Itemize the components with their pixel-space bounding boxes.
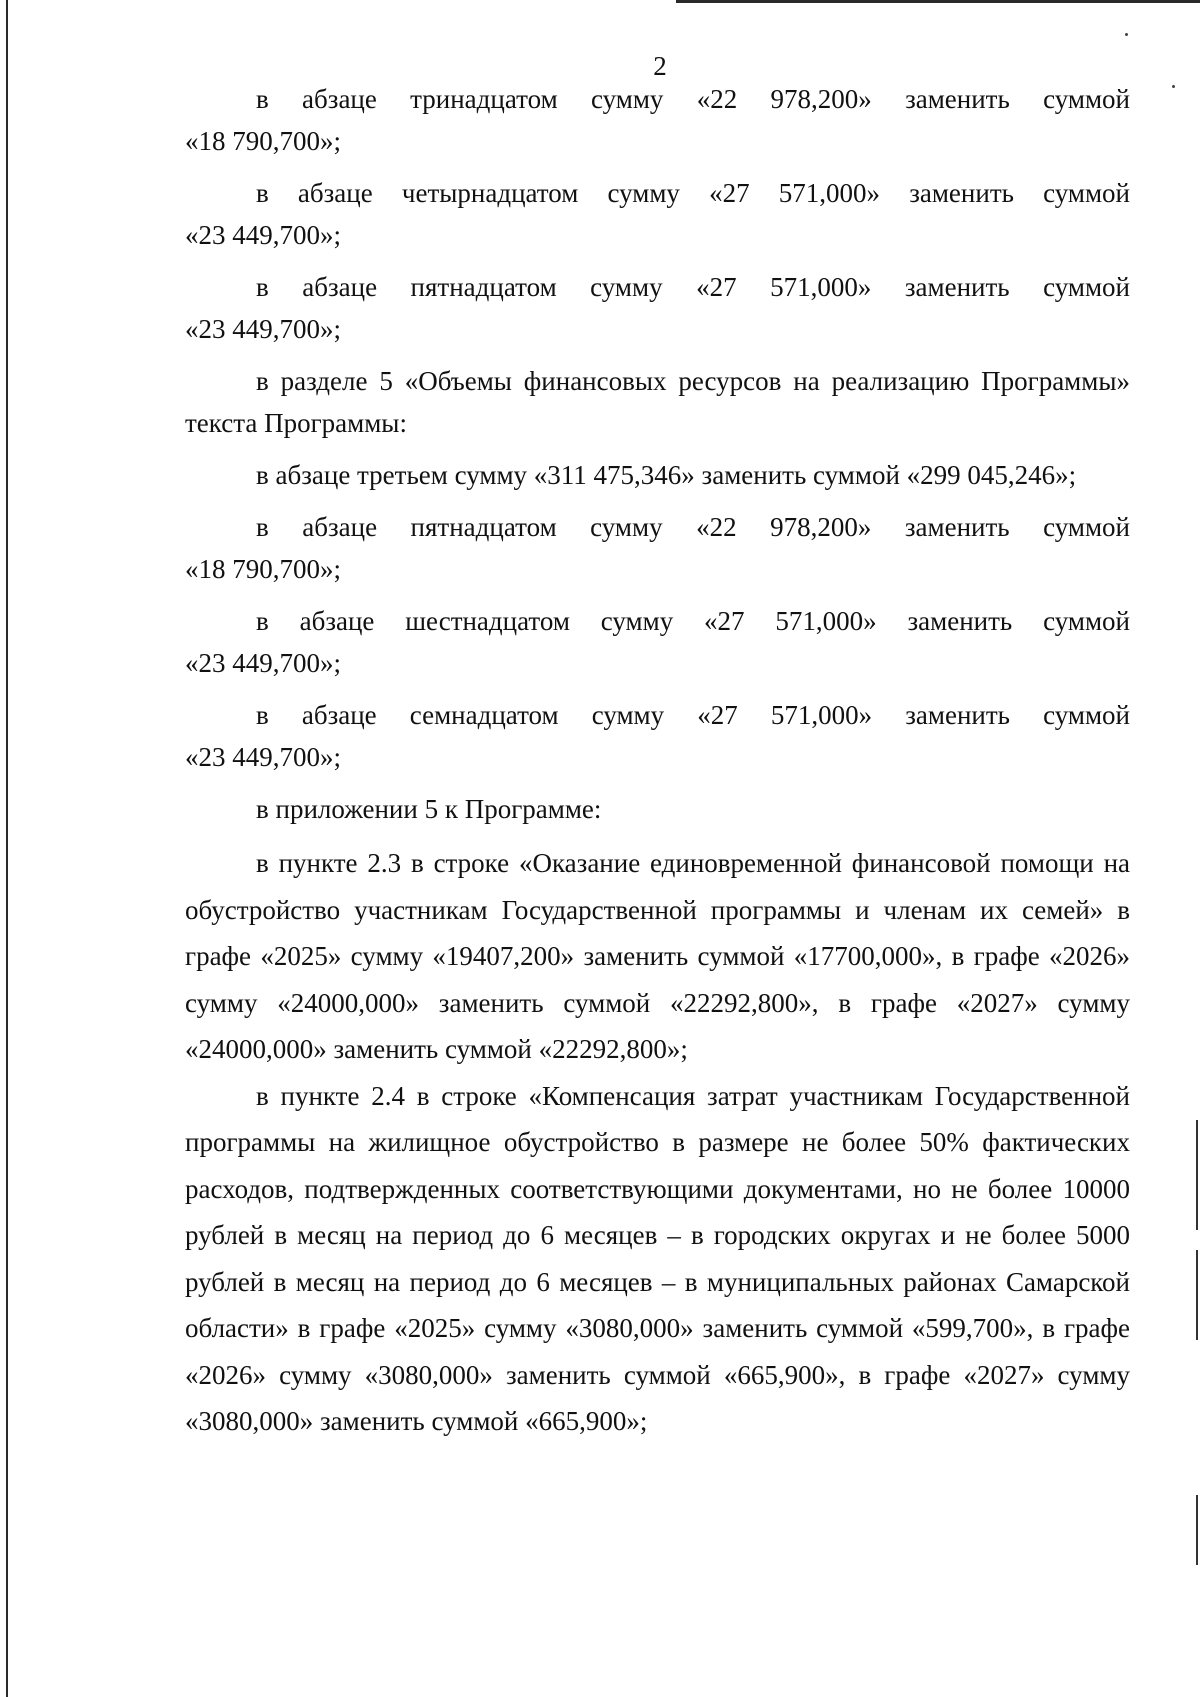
paragraph: в приложении 5 к Программе: xyxy=(256,794,602,824)
paragraph xyxy=(185,266,1130,350)
scan-right-mark xyxy=(1196,1495,1198,1565)
paragraph xyxy=(185,694,1130,778)
page-number: 2 xyxy=(653,51,667,81)
paragraph xyxy=(185,506,1130,590)
paragraph-continuation: текста Программы: xyxy=(185,408,407,438)
paragraph-first-line: в абзаце четырнадцатом сумму «27 571,000» заменить суммой xyxy=(256,178,1130,208)
paragraph: в пункте 2.3 в строке «Оказание единовременной финансовой помощи на обустройство участникам Государственной программы и членам их семей» в графе «2025» сумму «19407,200» заменить суммой «17700,000», в графе «2026» сумму «24000,000» заменить суммой «22292,800», в графе «2027» сумму «24000,000» заменить суммой «22292,800»; xyxy=(185,848,1130,1064)
scan-speck xyxy=(1172,85,1175,88)
paragraph-first-line: в разделе 5 «Объемы финансовых ресурсов на реализацию Программы» xyxy=(256,366,1130,396)
paragraph: в абзаце третьем сумму «311 475,346» заменить суммой «299 045,246»; xyxy=(256,460,1077,490)
scan-speck xyxy=(1125,33,1128,36)
paragraph-continuation: «23 449,700»; xyxy=(185,648,342,678)
paragraph xyxy=(185,600,1130,684)
paragraph-continuation: «23 449,700»; xyxy=(185,314,342,344)
paragraph-first-line: в абзаце тринадцатом сумму «22 978,200» заменить суммой xyxy=(256,84,1130,114)
document-body xyxy=(185,78,1130,1445)
scan-right-mark xyxy=(1196,1250,1198,1340)
scan-top-edge xyxy=(676,0,1200,3)
paragraph xyxy=(185,172,1130,256)
paragraph-first-line: в абзаце пятнадцатом сумму «22 978,200» заменить суммой xyxy=(256,512,1130,542)
paragraph xyxy=(185,360,1130,444)
paragraph xyxy=(185,78,1130,162)
scan-left-edge xyxy=(6,0,8,1697)
paragraph-continuation: «18 790,700»; xyxy=(185,126,342,156)
paragraph-first-line: в абзаце шестнадцатом сумму «27 571,000» заменить суммой xyxy=(256,606,1130,636)
paragraph-first-line: в абзаце пятнадцатом сумму «27 571,000» заменить суммой xyxy=(256,272,1130,302)
paragraph-continuation: «18 790,700»; xyxy=(185,554,342,584)
paragraph-first-line: в абзаце семнадцатом сумму «27 571,000» заменить суммой xyxy=(256,700,1130,730)
paragraph: в пункте 2.4 в строке «Компенсация затрат участникам Государственной программы на жилищное обустройство в размере не более 50% фактических расходов, подтвержденных соответствующими документами, но не более 10000 рублей в месяц на период до 6 месяцев – в городских округах и не более 5000 рублей в месяц на период до 6 месяцев – в муниципальных районах Самарской области» в графе «2025» сумму «3080,000» заменить суммой «599,700», в графе «2026» сумму «3080,000» заменить суммой «665,900», в графе «2027» сумму «3080,000» заменить суммой «665,900»; xyxy=(185,1080,1130,1436)
scan-right-mark xyxy=(1196,1120,1198,1230)
paragraph-continuation: «23 449,700»; xyxy=(185,742,342,772)
paragraph-continuation: «23 449,700»; xyxy=(185,220,342,250)
